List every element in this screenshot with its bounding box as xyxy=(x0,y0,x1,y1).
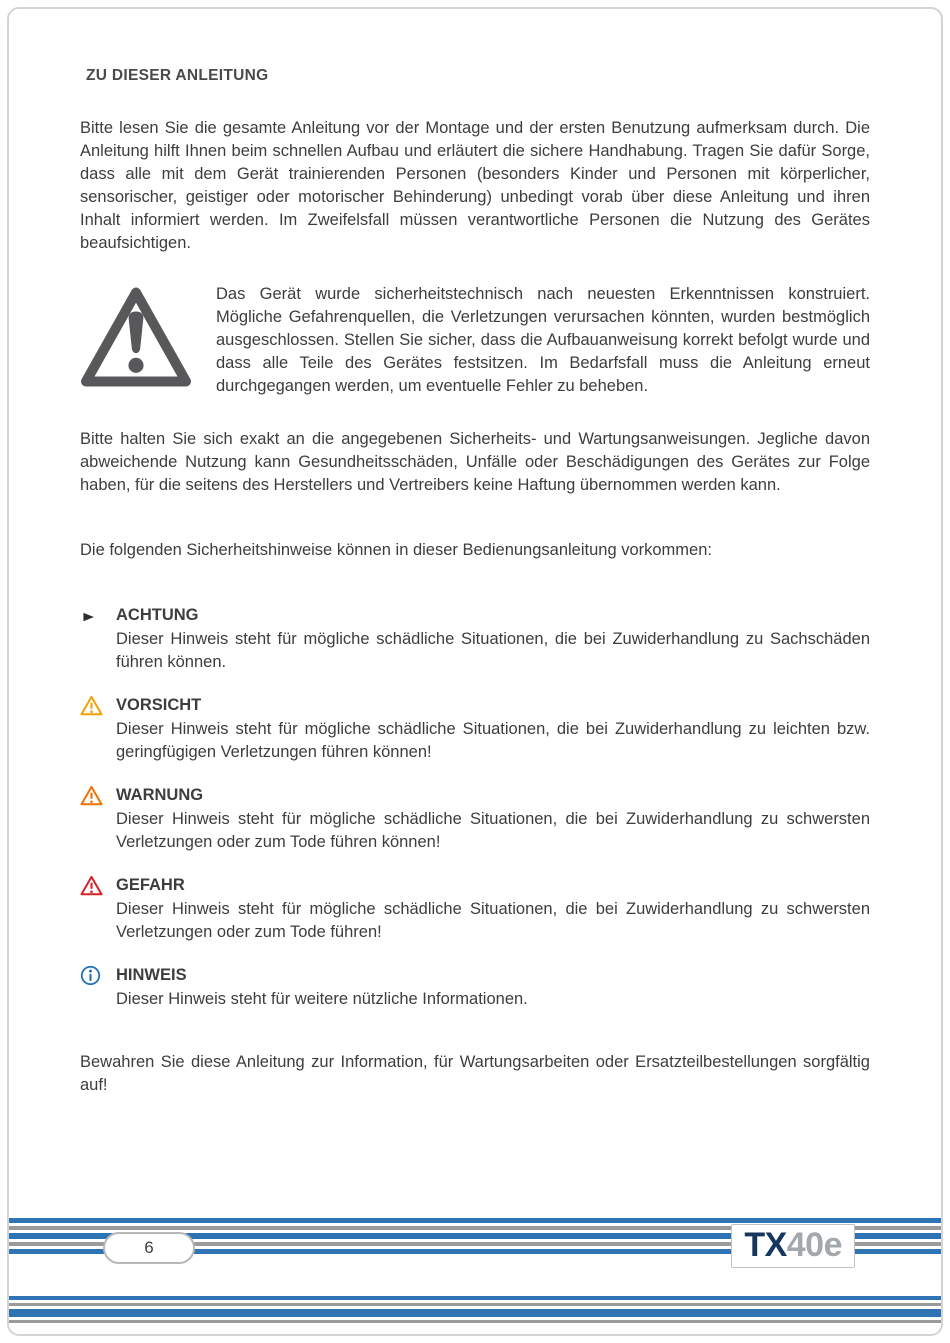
notice-achtung xyxy=(80,604,870,674)
notice-title: HINWEIS xyxy=(116,966,187,984)
page-number: 6 xyxy=(144,1238,154,1257)
notice-text: Dieser Hinweis steht für mögliche schädliche Situationen, die bei Zuwiderhandlung zu leichten bzw. geringfügigen Verletzungen führen können! xyxy=(116,720,870,761)
notice-text: Dieser Hinweis steht für mögliche schädliche Situationen, die bei Zuwiderhandlung zu Sachschäden führen können. xyxy=(116,630,870,671)
page-title: ZU DIESER ANLEITUNG xyxy=(86,67,269,84)
notice-title: GEFAHR xyxy=(116,876,185,894)
warning-triangle-icon xyxy=(80,694,116,764)
intro-paragraph: Bitte lesen Sie die gesamte Anleitung vor der Montage und der ersten Benutzung aufmerksam durch. Die Anleitung hilft Ihnen beim schnellen Aufbau und erläutert die sichere Handhabung. Tragen Sie dafür Sorge, dass alle mit dem Gerät trainierenden Personen (besonders Kinder und Personen mit körperlicher, sensorischer, geistiger oder motorischer Behinderung) unbedingt vorab über diese Anleitung und ihren Inhalt informiert werden. Im Zweifelsfall müssen verantwortliche Personen die Nutzung des Gerätes beaufsichtigen. xyxy=(80,119,870,252)
notice-list xyxy=(80,604,870,1011)
notice-title: WARNUNG xyxy=(116,786,204,804)
compliance-paragraph: Bitte halten Sie sich exakt an die angegebenen Sicherheits- und Wartungsanweisungen. Jegliche davon abweichende Nutzung kann Gesundheitsschäden, Unfälle oder Beschädigungen des Gerätes zur Folge haben, für die seitens des Herstellers und Vertreibers keine Haftung übernommen werden kann. xyxy=(80,430,870,494)
notice-title: ACHTUNG xyxy=(116,606,199,624)
notice-hinweis xyxy=(80,964,870,1011)
notice-text: Dieser Hinweis steht für weitere nützliche Informationen. xyxy=(116,990,528,1008)
arrow-right-icon: ► xyxy=(80,608,98,624)
notice-text: Dieser Hinweis steht für mögliche schädliche Situationen, die bei Zuwiderhandlung zu schwersten Verletzungen oder zum Tode führen! xyxy=(116,900,870,941)
safety-callout xyxy=(80,281,870,398)
notice-gefahr xyxy=(80,874,870,944)
warning-triangle-icon xyxy=(80,784,116,854)
stripe-blue xyxy=(9,1309,941,1317)
stripe-gray xyxy=(9,1320,941,1323)
bottom-stripes xyxy=(9,1296,941,1323)
list-intro-paragraph: Die folgenden Sicherheitshinweise können in dieser Bedienungsanleitung vorkommen: xyxy=(80,541,712,559)
warning-triangle-icon xyxy=(80,874,116,944)
notice-vorsicht xyxy=(80,694,870,764)
brand-logo-tx: TX xyxy=(744,1225,787,1264)
notice-warnung xyxy=(80,784,870,854)
page-number-badge xyxy=(103,1232,195,1264)
info-circle-icon xyxy=(80,964,116,1011)
warning-triangle-icon xyxy=(80,281,192,394)
safety-construction-paragraph: Das Gerät wurde sicherheitstechnisch nach neuesten Erkenntnissen konstruiert. Mögliche Gefahrenquellen, die Verletzungen verursachen könnten, wurden bestmöglich ausgeschlossen. Stellen Sie sicher, dass die Aufbauanweisung korrekt befolgt wurde und dass alle Teile des Gerätes festsitzen. Im Bedarfsfall muss die Anleitung erneut durchgegangen werden, um eventuelle Fehler zu beheben. xyxy=(216,285,870,395)
notice-text: Dieser Hinweis steht für mögliche schädliche Situationen, die bei Zuwiderhandlung zu schwersten Verletzungen oder zum Tode führen können! xyxy=(116,810,870,851)
brand-logo-model: 40e xyxy=(786,1225,842,1264)
notice-title: VORSICHT xyxy=(116,696,202,714)
outro-paragraph: Bewahren Sie diese Anleitung zur Information, für Wartungsarbeiten oder Ersatzteilbestellungen sorgfältig auf! xyxy=(80,1053,870,1094)
brand-logo xyxy=(731,1224,855,1268)
page-content xyxy=(80,0,870,1097)
